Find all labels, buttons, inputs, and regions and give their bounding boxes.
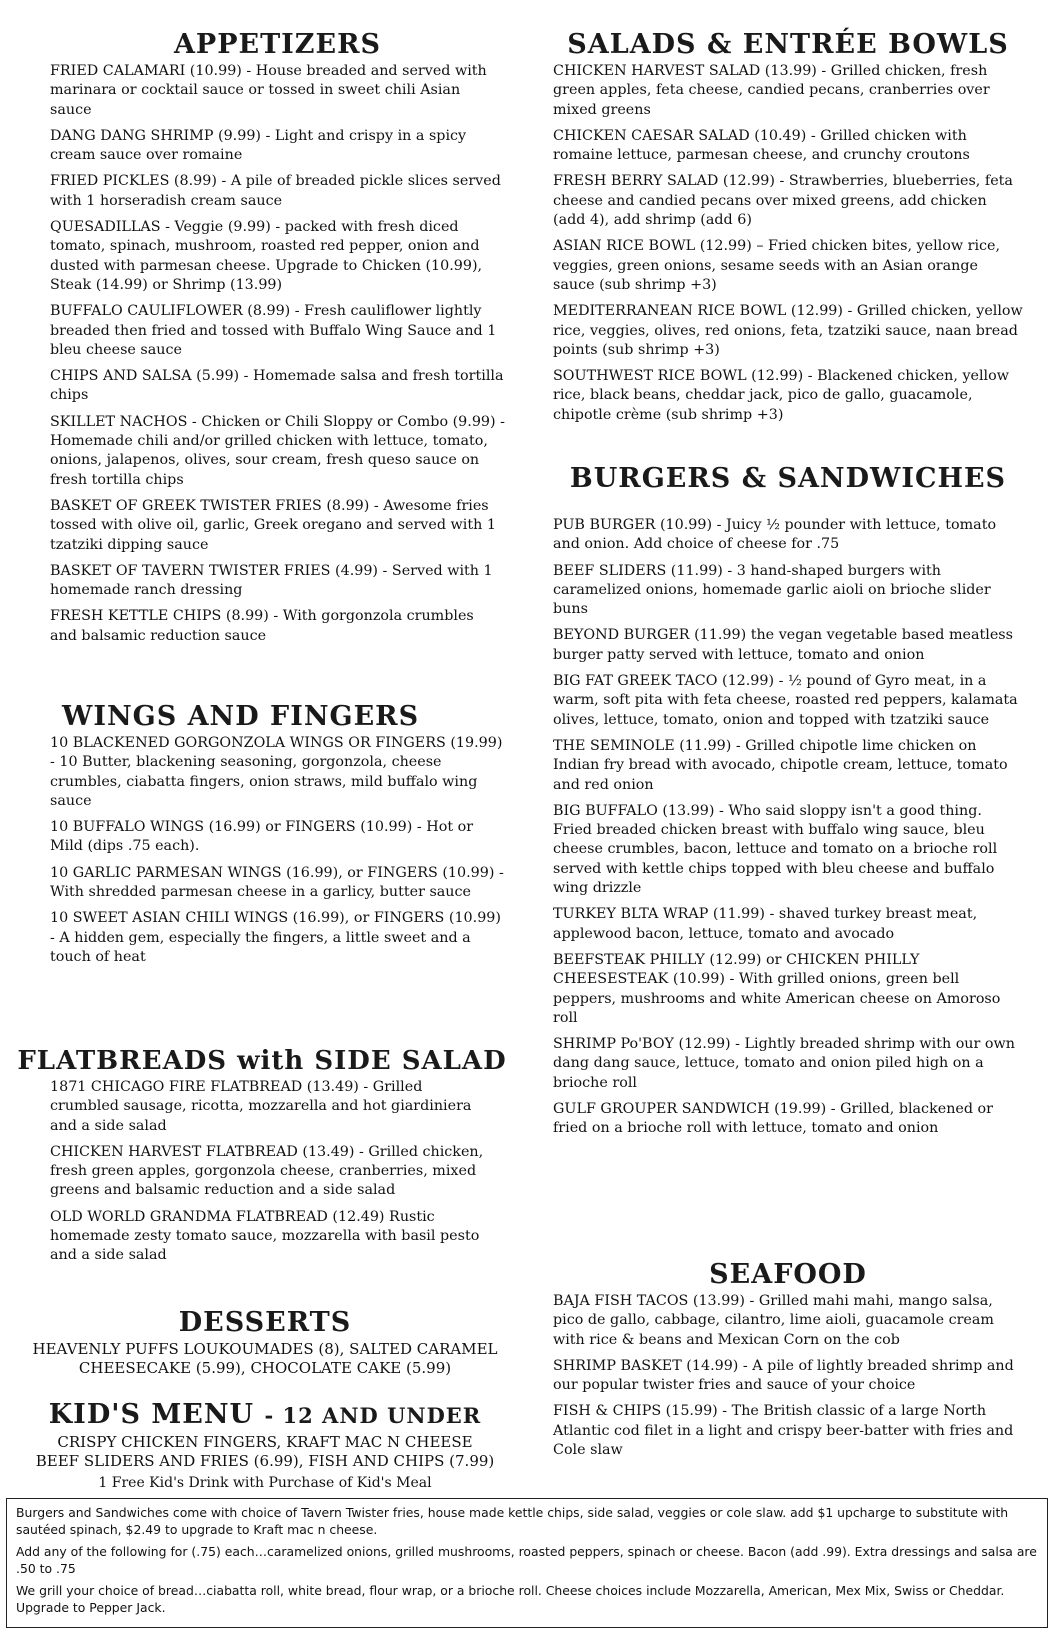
wings-section (50, 700, 505, 967)
burgers-heading: BURGERS & SANDWICHES (569, 463, 1007, 494)
desserts-line-2: CHEESECAKE (5.99), CHOCOLATE CAKE (5.99) (78, 1359, 452, 1377)
menu-item: BAJA FISH TACOS (13.99) - Grilled mahi mahi, mango salsa, pico de gallo, cabbage, cilantro, lime aioli, guacamole cream with rice & beans and Mexican Corn on the cob (553, 1293, 994, 1348)
desserts-heading: DESSERTS (178, 1307, 352, 1338)
menu-item: SHRIMP Po'BOY (12.99) - Lightly breaded shrimp with our own dang dang sauce, lettuce, tomato and onion piled high on a brioche roll (553, 1036, 1015, 1091)
menu-item: 10 SWEET ASIAN CHILI WINGS (16.99), or FINGERS (10.99) - A hidden gem, especially the fingers, a little sweet and a touch of heat (50, 910, 501, 965)
wings-heading: WINGS AND FINGERS (62, 701, 420, 732)
menu-item: FRESH BERRY SALAD (12.99) - Strawberries, blueberries, feta cheese and candied pecans over mixed greens, add chicken (add 4), add shrimp (add 6) (553, 173, 1013, 229)
menu-item: SHRIMP BASKET (14.99) - A pile of lightly breaded shrimp and our popular twister fries and sauce of your choice (553, 1357, 1014, 1394)
footer-note-sides: Burgers and Sandwiches come with choice of Tavern Twister fries, house made kettle chips, side salad, veggies or cole slaw. add $1 upcharge to substitute with sautéed spinach, $2.49 to upgrade to Kraft mac n cheese. (16, 1505, 1009, 1537)
wings-list (50, 734, 505, 967)
menu-item: FRESH KETTLE CHIPS (8.99) - With gorgonzola crumbles and balsamic reduction sauce (50, 608, 474, 644)
kids-heading (0, 1398, 530, 1433)
menu-item: 10 GARLIC PARMESAN WINGS (16.99), or FINGERS (10.99) - With shredded parmesan cheese in a garlicy, butter sauce (50, 864, 504, 901)
menu-item: GULF GROUPER SANDWICH (19.99) - Grilled, blackened or fried on a brioche roll with lettuce, tomato and onion (553, 1101, 993, 1137)
menu-item: THE SEMINOLE (11.99) - Grilled chipotle lime chicken on Indian fry bread with avocado, chipotle cream, lettuce, tomato and red onion (553, 737, 1008, 793)
menu-item: BUFFALO CAULIFLOWER (8.99) - Fresh cauliflower lightly breaded then fried and tossed with Buffalo Wing Sauce and 1 bleu cheese sauce (50, 303, 497, 358)
footer-notes (6, 1498, 1048, 1628)
menu-item: BEEFSTEAK PHILLY (12.99) or CHICKEN PHILLY CHEESESTEAK (10.99) - With grilled onions, green bell peppers, mushrooms and white American cheese on Amoroso roll (553, 951, 1001, 1026)
flatbreads-heading: FLATBREADS with SIDE SALAD (17, 1046, 507, 1076)
kids-line-2: BEEF SLIDERS AND FRIES (6.99), FISH AND CHIPS (7.99) (35, 1452, 495, 1470)
footer-note-bread: We grill your choice of bread…ciabatta roll, white bread, flour wrap, or a brioche roll. Cheese choices include Mozzarella, American, Mex Mix, Swiss or Cheddar. Upgrade to Pepper Jack. (16, 1583, 1005, 1615)
seafood-heading: SEAFOOD (709, 1259, 867, 1290)
menu-item: MEDITERRANEAN RICE BOWL (12.99) - Grilled chicken, yellow rice, veggies, olives, red onions, feta, tzatziki sauce, naan bread points (sub shrimp +3) (553, 303, 1023, 358)
flatbreads-list (12, 1078, 512, 1266)
kids-title: KID'S MENU (48, 1399, 255, 1430)
menu-item: BASKET OF GREEK TWISTER FRIES (8.99) - Awesome fries tossed with olive oil, garlic, Greek oregano and served with 1 tzatziki dipping sauce (50, 497, 496, 553)
menu-item: SOUTHWEST RICE BOWL (12.99) - Blackened chicken, yellow rice, black beans, cheddar jack, pico de gallo, guacamole, chipotle crème (sub shrimp +3) (553, 368, 1009, 423)
menu-item: CHICKEN HARVEST SALAD (13.99) - Grilled chicken, fresh green apples, feta cheese, candied pecans, cranberries over mixed greens (553, 63, 990, 118)
menu-item: FRIED PICKLES (8.99) - A pile of breaded pickle slices served with 1 horseradish cream sauce (50, 173, 501, 209)
menu-item: OLD WORLD GRANDMA FLATBREAD (12.49) Rustic homemade zesty tomato sauce, mozzarella with basil pesto and a side salad (50, 1208, 480, 1264)
seafood-section (553, 1258, 1023, 1460)
menu-item: FISH & CHIPS (15.99) - The British classic of a large North Atlantic cod filet in a light and crispy beer-batter with fries and Cole slaw (553, 1403, 1014, 1459)
menu-item: SKILLET NACHOS - Chicken or Chili Sloppy or Combo (9.99) - Homemade chili and/or grilled chicken with lettuce, tomato, onions, jalapenos, olives, sour cream, fresh queso sauce on fresh tortilla chips (50, 413, 505, 488)
menu-item: 1871 CHICAGO FIRE FLATBREAD (13.49) - Grilled crumbled sausage, ricotta, mozzarella and hot giardiniera and a side salad (50, 1079, 472, 1134)
menu-item: ASIAN RICE BOWL (12.99) – Fried chicken bites, yellow rice, veggies, green onions, sesame seeds with an Asian orange sauce (sub shrimp +3) (553, 238, 1001, 293)
menu-item: 10 BUFFALO WINGS (16.99) or FINGERS (10.99) - Hot or Mild (dips .75 each). (50, 819, 474, 855)
salads-heading: SALADS & ENTRÉE BOWLS (567, 29, 1009, 60)
salads-list (553, 62, 1023, 425)
desserts-line-1: HEAVENLY PUFFS LOUKOUMADES (8), SALTED CARAMEL (32, 1340, 498, 1358)
menu-item: QUESADILLAS - Veggie (9.99) - packed with fresh diced tomato, spinach, mushroom, roasted red pepper, onion and dusted with parmesan cheese. Upgrade to Chicken (10.99), Steak (14.99) or Shrimp (13.99) (50, 219, 483, 293)
appetizers-heading: APPETIZERS (173, 29, 382, 60)
kids-line-1: CRISPY CHICKEN FINGERS, KRAFT MAC N CHEESE (57, 1433, 473, 1451)
desserts-section (0, 1306, 530, 1378)
menu-item: BEEF SLIDERS (11.99) - 3 hand-shaped burgers with caramelized onions, homemade garlic aioli on brioche slider buns (553, 562, 991, 618)
appetizers-section (50, 28, 505, 646)
kids-title-suffix: - 12 AND UNDER (264, 1403, 482, 1428)
menu-item: 10 BLACKENED GORGONZOLA WINGS OR FINGERS (19.99) - 10 Butter, blackening seasoning, gorgonzola, cheese crumbles, ciabatta fingers, onion straws, mild buffalo wing sauce (50, 735, 503, 809)
kids-section (0, 1398, 530, 1493)
menu-item: PUB BURGER (10.99) - Juicy ½ pounder with lettuce, tomato and onion. Add choice of cheese for .75 (553, 517, 997, 553)
menu-item: CHICKEN CAESAR SALAD (10.49) - Grilled chicken with romaine lettuce, parmesan cheese, and crunchy croutons (553, 127, 970, 164)
burgers-list (553, 516, 1023, 1139)
menu-item: FRIED CALAMARI (10.99) - House breaded and served with marinara or cocktail sauce or tossed in sweet chili Asian sauce (50, 63, 487, 118)
menu-item: BASKET OF TAVERN TWISTER FRIES (4.99) - Served with 1 homemade ranch dressing (50, 562, 493, 599)
menu-item: CHIPS AND SALSA (5.99) - Homemade salsa and fresh tortilla chips (50, 368, 504, 404)
kids-note: 1 Free Kid's Drink with Purchase of Kid's Meal (98, 1475, 432, 1491)
flatbreads-section (12, 1044, 512, 1266)
appetizers-list (50, 62, 505, 646)
menu-item: TURKEY BLTA WRAP (11.99) - shaved turkey breast meat, applewood bacon, lettuce, tomato and avocado (553, 906, 978, 942)
menu-item: BEYOND BURGER (11.99) the vegan vegetable based meatless burger patty served with lettuce, tomato and onion (553, 627, 1013, 663)
menu-item: BIG BUFFALO (13.99) - Who said sloppy isn't a good thing. Fried breaded chicken breast with buffalo wing sauce, bleu cheese crumbles, bacon, lettuce and tomato on a brioche roll served with kettle chips topped with bleu cheese and buffalo wing drizzle (553, 802, 998, 897)
menu-item: CHICKEN HARVEST FLATBREAD (13.49) - Grilled chicken, fresh green apples, gorgonzola cheese, cranberries, mixed greens and balsamic reduction and a side salad (50, 1143, 484, 1199)
menu-item: DANG DANG SHRIMP (9.99) - Light and crispy in a spicy cream sauce over romaine (50, 127, 467, 164)
seafood-list (553, 1292, 1023, 1460)
footer-note-addons: Add any of the following for (.75) each…caramelized onions, grilled mushrooms, roasted peppers, spinach or cheese. Bacon (add .99). Extra dressings and salsa are .50 to .75 (16, 1544, 1037, 1576)
menu-item: BIG FAT GREEK TACO (12.99) - ½ pound of Gyro meat, in a warm, soft pita with feta cheese, roasted red peppers, kalamata olives, lettuce, tomato, onion and topped with tzatziki sauce (553, 673, 1018, 728)
salads-section (553, 28, 1023, 425)
burgers-section (553, 462, 1023, 1139)
